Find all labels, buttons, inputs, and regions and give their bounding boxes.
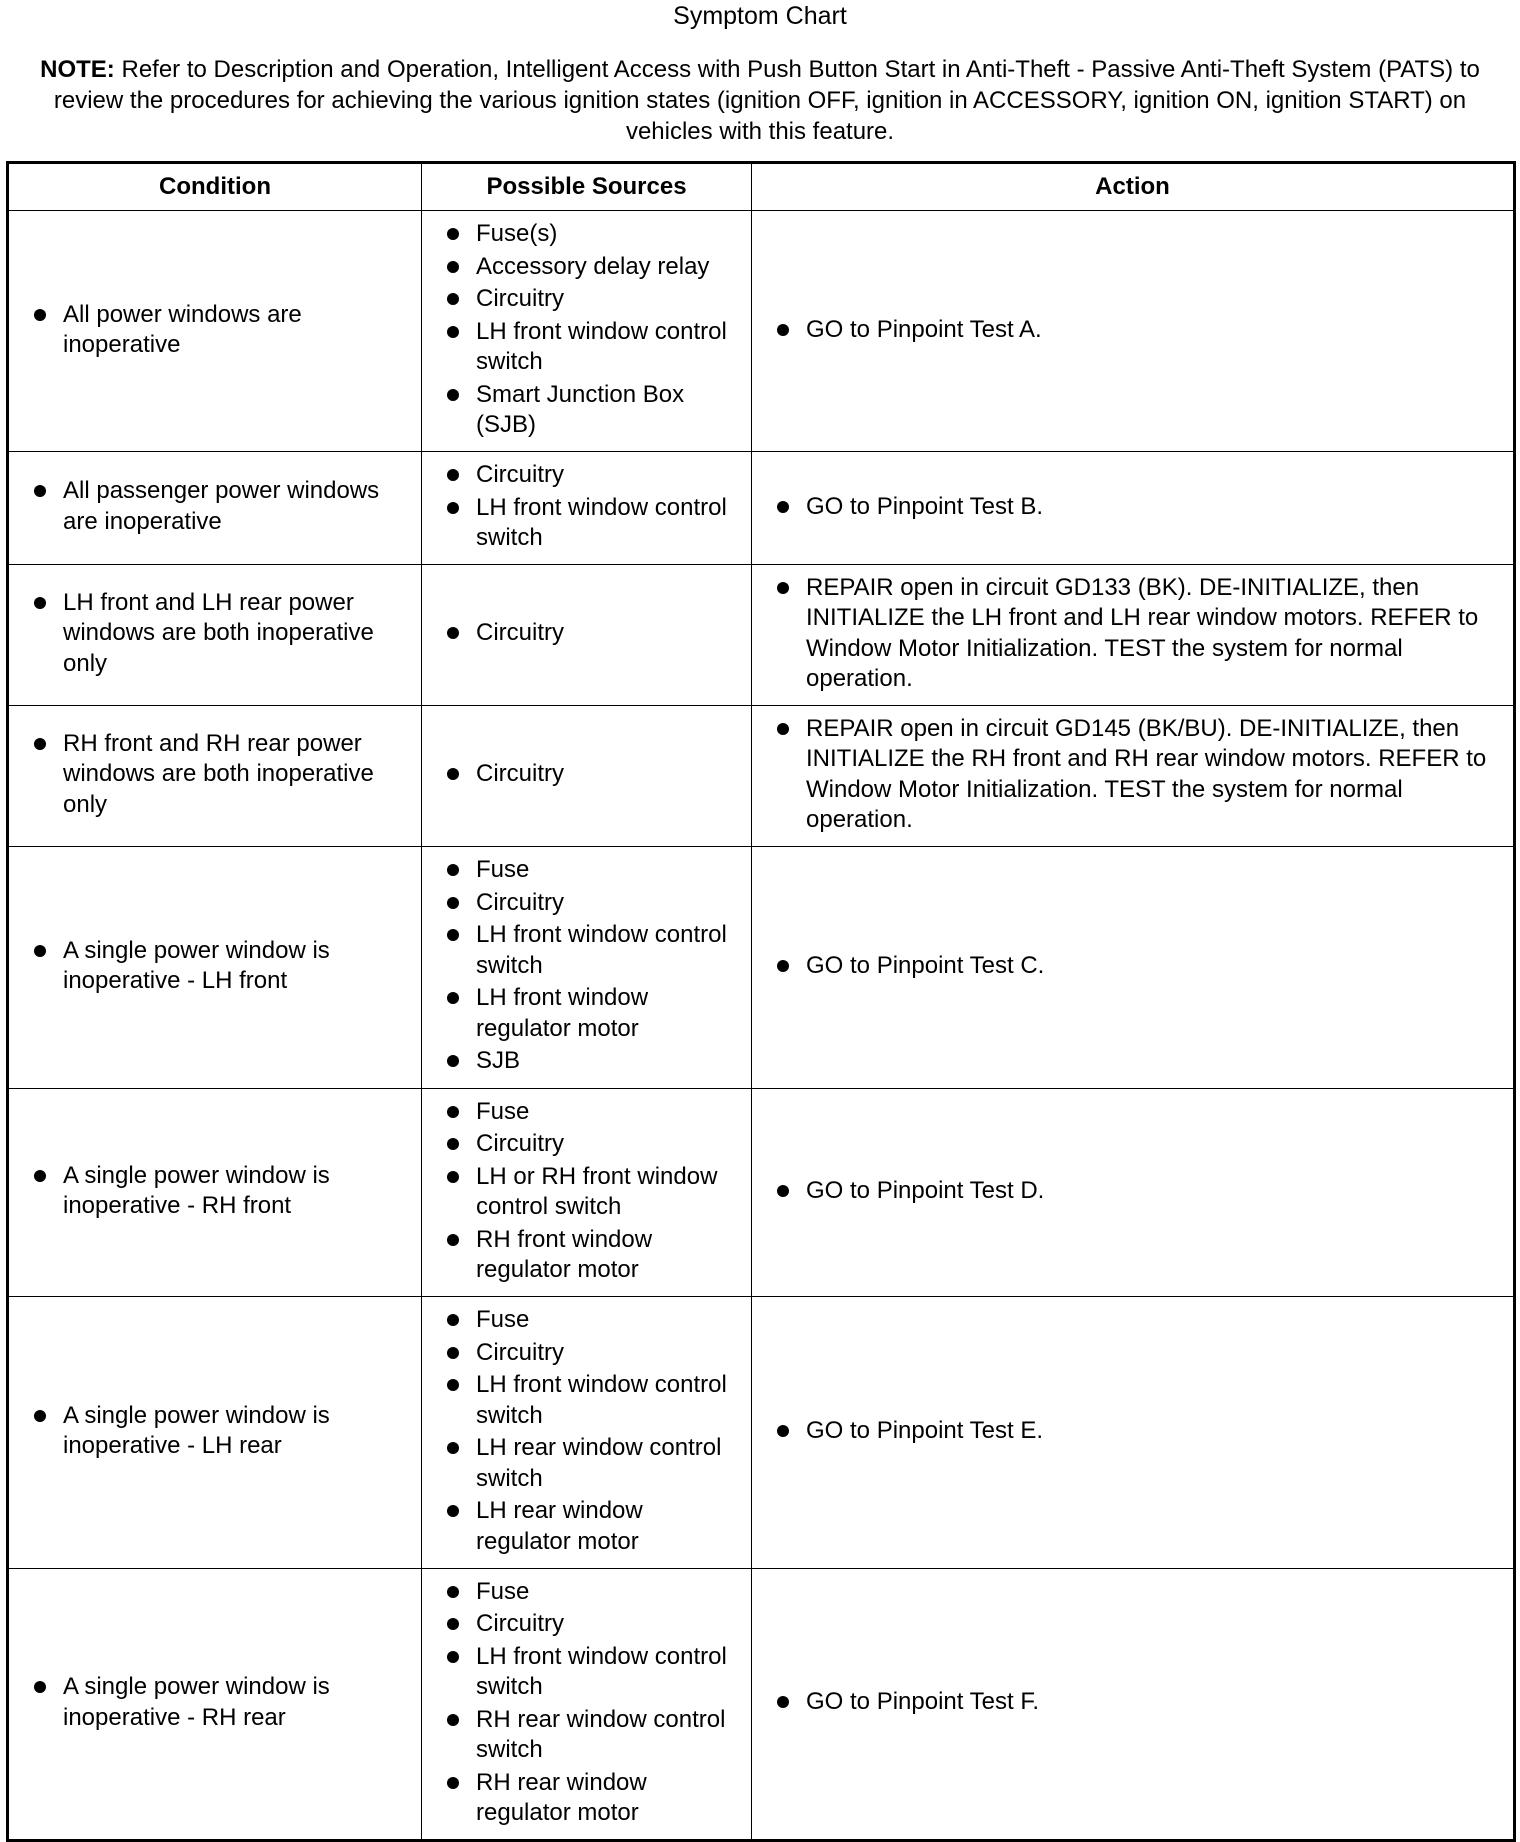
- sources-list: [444, 1577, 741, 1829]
- condition-text: LH front and LH rear power windows are both inoperative only: [31, 588, 411, 680]
- sources-list: [444, 1305, 741, 1557]
- action-list: [774, 1687, 1503, 1718]
- condition-text: All passenger power windows are inoperative: [31, 476, 411, 537]
- condition-text: RH front and RH rear power windows are both inoperative only: [31, 729, 411, 821]
- condition-cell: [8, 564, 422, 705]
- action-list: [774, 1176, 1503, 1207]
- action-list: [774, 315, 1503, 346]
- sources-list: [444, 219, 741, 441]
- condition-list: [31, 1161, 411, 1222]
- condition-list: [31, 588, 411, 680]
- page-title: Symptom Chart: [673, 2, 847, 30]
- source-item: RH rear window regulator motor: [444, 1768, 741, 1829]
- action-cell: [752, 1088, 1515, 1296]
- action-cell: [752, 705, 1515, 846]
- table-row: [8, 1296, 1515, 1568]
- header-possible-sources: Possible Sources: [422, 163, 752, 211]
- action-text: GO to Pinpoint Test E.: [774, 1416, 1503, 1447]
- condition-text: A single power window is inoperative - LH rear: [31, 1401, 411, 1462]
- source-item: Fuse: [444, 1577, 741, 1608]
- action-text: REPAIR open in circuit GD145 (BK/BU). DE-INITIALIZE, then INITIALIZE the RH front and RH rear window motors. REFER to Window Motor Initialization. TEST the system for normal operation.: [774, 714, 1503, 836]
- condition-cell: [8, 1568, 422, 1840]
- source-item: Circuitry: [444, 759, 741, 790]
- action-list: [774, 573, 1503, 695]
- action-text: REPAIR open in circuit GD133 (BK). DE-INITIALIZE, then INITIALIZE the LH front and LH rear window motors. REFER to Window Motor Initialization. TEST the system for normal operation.: [774, 573, 1503, 695]
- sources-list: [444, 1097, 741, 1286]
- source-item: Circuitry: [444, 888, 741, 919]
- table-row: [8, 211, 1515, 452]
- condition-list: [31, 1401, 411, 1462]
- action-list: [774, 1416, 1503, 1447]
- sources-list: [444, 855, 741, 1077]
- condition-list: [31, 936, 411, 997]
- note-text: Refer to Description and Operation, Intelligent Access with Push Button Start in Anti-Theft - Passive Anti-Theft System (PATS) to review the procedures for achieving the various ignition states (ignition OFF, ignition in ACCESSORY, ignition ON, ignition START) on vehicles with this feature.: [53, 56, 1480, 145]
- table-row: [8, 564, 1515, 705]
- table-row: [8, 705, 1515, 846]
- action-cell: [752, 1296, 1515, 1568]
- header-condition: Condition: [8, 163, 422, 211]
- note: [10, 54, 1510, 147]
- sources-list: [444, 759, 741, 790]
- table-header-row: [8, 163, 1515, 211]
- condition-text: A single power window is inoperative - RH front: [31, 1161, 411, 1222]
- source-item: LH front window control switch: [444, 493, 741, 554]
- possible-sources-cell: [422, 564, 752, 705]
- source-item: LH front window control switch: [444, 920, 741, 981]
- source-item: LH front window control switch: [444, 1370, 741, 1431]
- condition-cell: [8, 846, 422, 1088]
- action-cell: [752, 452, 1515, 565]
- source-item: LH front window regulator motor: [444, 983, 741, 1044]
- source-item: Circuitry: [444, 460, 741, 491]
- source-item: SJB: [444, 1046, 741, 1077]
- action-cell: [752, 564, 1515, 705]
- condition-cell: [8, 452, 422, 565]
- condition-cell: [8, 1088, 422, 1296]
- source-item: Smart Junction Box (SJB): [444, 380, 741, 441]
- condition-text: A single power window is inoperative - RH rear: [31, 1672, 411, 1733]
- table-row: [8, 1568, 1515, 1840]
- sources-list: [444, 460, 741, 554]
- source-item: RH front window regulator motor: [444, 1225, 741, 1286]
- condition-cell: [8, 211, 422, 452]
- condition-list: [31, 729, 411, 821]
- table-body: [8, 211, 1515, 1841]
- source-item: Circuitry: [444, 1609, 741, 1640]
- sources-list: [444, 618, 741, 649]
- possible-sources-cell: [422, 846, 752, 1088]
- source-item: LH front window control switch: [444, 317, 741, 378]
- possible-sources-cell: [422, 705, 752, 846]
- action-list: [774, 492, 1503, 523]
- condition-text: A single power window is inoperative - LH front: [31, 936, 411, 997]
- table-row: [8, 452, 1515, 565]
- action-cell: [752, 846, 1515, 1088]
- action-list: [774, 951, 1503, 982]
- condition-text: All power windows are inoperative: [31, 300, 411, 361]
- action-text: GO to Pinpoint Test C.: [774, 951, 1503, 982]
- source-item: Accessory delay relay: [444, 252, 741, 283]
- action-text: GO to Pinpoint Test A.: [774, 315, 1503, 346]
- action-text: GO to Pinpoint Test D.: [774, 1176, 1503, 1207]
- source-item: Fuse: [444, 1097, 741, 1128]
- table-row: [8, 1088, 1515, 1296]
- action-text: GO to Pinpoint Test B.: [774, 492, 1503, 523]
- condition-list: [31, 476, 411, 537]
- source-item: Circuitry: [444, 1129, 741, 1160]
- note-label: NOTE:: [40, 56, 115, 83]
- condition-list: [31, 300, 411, 361]
- table-row: [8, 846, 1515, 1088]
- source-item: LH rear window regulator motor: [444, 1496, 741, 1557]
- symptom-table: [6, 161, 1516, 1842]
- action-list: [774, 714, 1503, 836]
- possible-sources-cell: [422, 1088, 752, 1296]
- source-item: LH front window control switch: [444, 1642, 741, 1703]
- source-item: Circuitry: [444, 284, 741, 315]
- action-cell: [752, 211, 1515, 452]
- possible-sources-cell: [422, 211, 752, 452]
- header-action: Action: [752, 163, 1515, 211]
- source-item: Circuitry: [444, 618, 741, 649]
- source-item: Fuse: [444, 855, 741, 886]
- condition-list: [31, 1672, 411, 1733]
- source-item: Fuse: [444, 1305, 741, 1336]
- source-item: Fuse(s): [444, 219, 741, 250]
- condition-cell: [8, 1296, 422, 1568]
- condition-cell: [8, 705, 422, 846]
- possible-sources-cell: [422, 1296, 752, 1568]
- source-item: LH or RH front window control switch: [444, 1162, 741, 1223]
- possible-sources-cell: [422, 1568, 752, 1840]
- possible-sources-cell: [422, 452, 752, 565]
- action-text: GO to Pinpoint Test F.: [774, 1687, 1503, 1718]
- source-item: LH rear window control switch: [444, 1433, 741, 1494]
- source-item: RH rear window control switch: [444, 1705, 741, 1766]
- action-cell: [752, 1568, 1515, 1840]
- source-item: Circuitry: [444, 1338, 741, 1369]
